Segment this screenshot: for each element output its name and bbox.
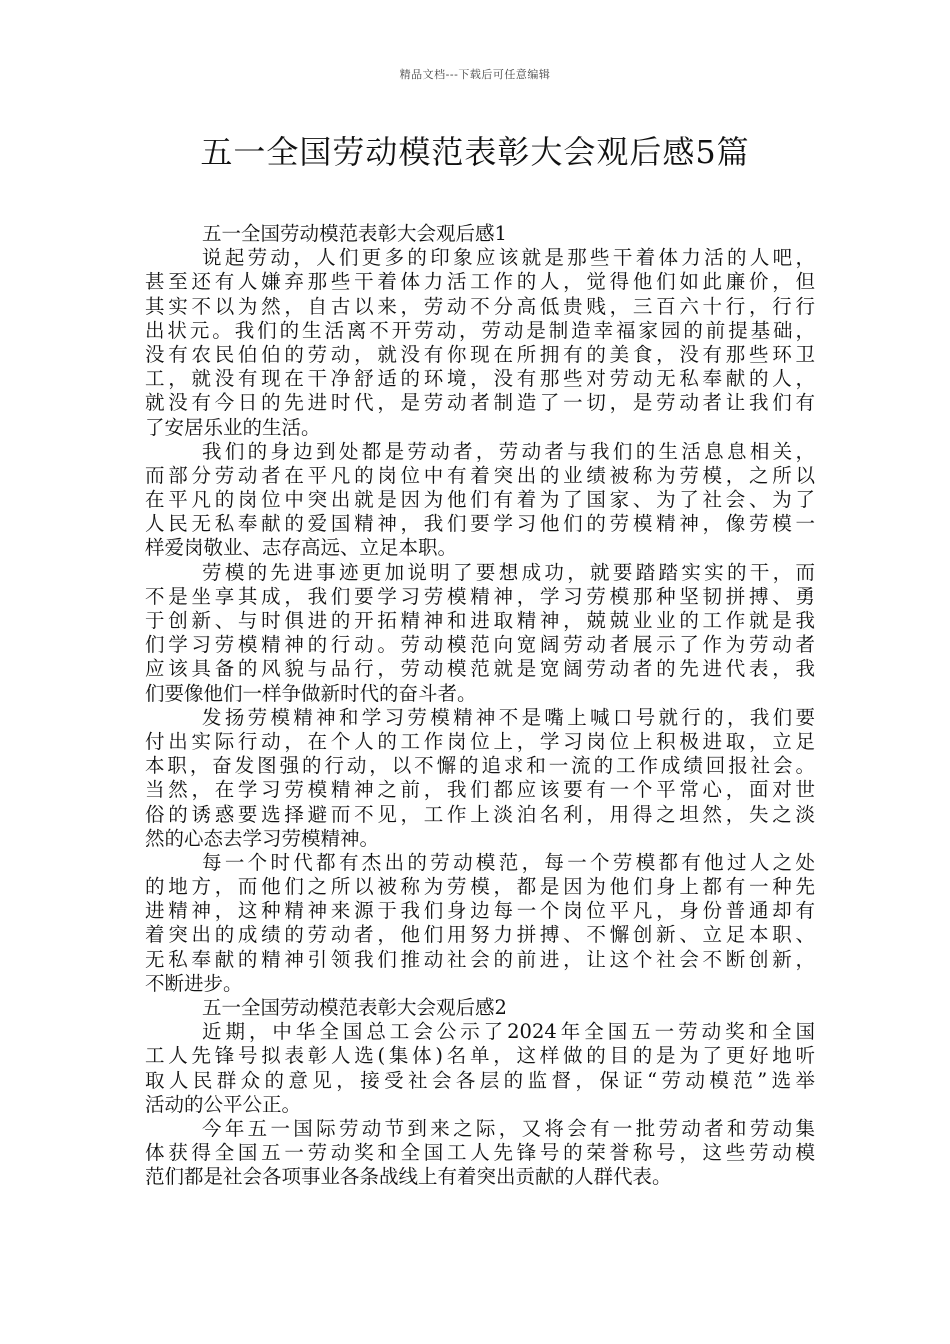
text-line: 活动的公平公正。: [145, 1092, 302, 1116]
text-line: 体获得全国五一劳动奖和全国工人先锋号的荣誉称号，这些劳动模: [145, 1141, 815, 1165]
text-line: 今年五一国际劳动节到来之际，又将会有一批劳动者和劳动集: [202, 1116, 815, 1140]
text-line: 样爱岗敬业、志存高远、立足本职。: [145, 536, 458, 560]
text-line: 劳模的先进事迹更加说明了要想成功，就要踏踏实实的干，而: [202, 560, 815, 584]
text-line: 当然，在学习劳模精神之前，我们都应该要有一个平常心，面对世: [145, 778, 815, 802]
text-line: 应该具备的风貌与品行，劳动模范就是宽阔劳动者的先进代表，我: [145, 657, 815, 681]
text-line: 然的心态去学习劳模精神。: [145, 826, 380, 850]
text-line: 工人先锋号拟表彰人选(集体)名单，这样做的目的是为了更好地听: [145, 1044, 815, 1068]
header-note: 精品文档---下载后可任意编辑: [399, 68, 551, 81]
text-line: 甚至还有人嫌弃那些干着体力活工作的人，觉得他们如此廉价，但: [145, 270, 815, 294]
text-line: 发扬劳模精神和学习劳模精神不是嘴上喊口号就行的，我们要: [202, 705, 815, 729]
text-line: 五一全国劳动模范表彰大会观后感2: [202, 996, 507, 1019]
text-line: 不是坐享其成，我们要学习劳模精神，学习劳模那种坚韧拼搏、勇: [145, 584, 815, 608]
text-line: 着突出的成绩的劳动者，他们用努力拼搏、不懈创新、立足本职、: [145, 923, 815, 947]
text-line: 们学习劳模精神的行动。劳动模范向宽阔劳动者展示了作为劳动者: [145, 633, 815, 657]
text-line: 出状元。我们的生活离不开劳动，劳动是制造幸福家园的前提基础，: [145, 318, 815, 342]
page-title: 五一全国劳动模范表彰大会观后感5篇: [200, 133, 750, 171]
text-line: 本职，奋发图强的行动，以不懈的追求和一流的工作成绩回报社会。: [145, 754, 815, 778]
text-line: 无私奉献的精神引领我们推动社会的前进，让这个社会不断创新，: [145, 947, 815, 971]
text-line: 人民无私奉献的爱国精神，我们要学习他们的劳模精神，像劳模一: [145, 512, 815, 536]
text-line: 近期，中华全国总工会公示了2024年全国五一劳动奖和全国: [202, 1020, 815, 1044]
text-line: 五一全国劳动模范表彰大会观后感1: [202, 222, 507, 245]
text-line: 不断进步。: [145, 971, 243, 995]
text-line: 付出实际行动，在个人的工作岗位上，学习岗位上积极进取，立足: [145, 729, 815, 753]
text-line: 取人民群众的意见，接受社会各层的监督，保证“劳动模范”选举: [145, 1068, 815, 1092]
text-line: 在平凡的岗位中突出就是因为他们有着为了国家、为了社会、为了: [145, 488, 815, 512]
text-line: 俗的诱惑要选择避而不见，工作上淡泊名利，用得之坦然，失之淡: [145, 802, 815, 826]
text-line: 说起劳动，人们更多的印象应该就是那些干着体力活的人吧，: [202, 246, 815, 270]
text-line: 了安居乐业的生活。: [145, 415, 321, 439]
text-line: 的地方，而他们之所以被称为劳模，都是因为他们身上都有一种先: [145, 875, 815, 899]
text-line: 没有农民伯伯的劳动，就没有你现在所拥有的美食，没有那些环卫: [145, 342, 815, 366]
text-line: 们要像他们一样争做新时代的奋斗者。: [145, 681, 477, 705]
text-line: 工，就没有现在干净舒适的环境，没有那些对劳动无私奉献的人，: [145, 367, 815, 391]
text-line: 而部分劳动者在平凡的岗位中有着突出的业绩被称为劳模，之所以: [145, 463, 815, 487]
text-line: 就没有今日的先进时代，是劳动者制造了一切，是劳动者让我们有: [145, 391, 815, 415]
text-line: 进精神，这种精神来源于我们身边每一个岗位平凡，身份普通却有: [145, 899, 815, 923]
text-line: 我们的身边到处都是劳动者，劳动者与我们的生活息息相关，: [202, 439, 815, 463]
document-body: [145, 222, 815, 1190]
text-line: 于创新、与时俱进的开拓精神和进取精神，兢兢业业的工作就是我: [145, 609, 815, 632]
text-line: 每一个时代都有杰出的劳动模范，每一个劳模都有他过人之处: [202, 850, 815, 874]
text-line: 范们都是社会各项事业各条战线上有着突出贡献的人群代表。: [145, 1165, 672, 1189]
text-line: 其实不以为然，自古以来，劳动不分高低贵贱，三百六十行，行行: [145, 294, 815, 318]
